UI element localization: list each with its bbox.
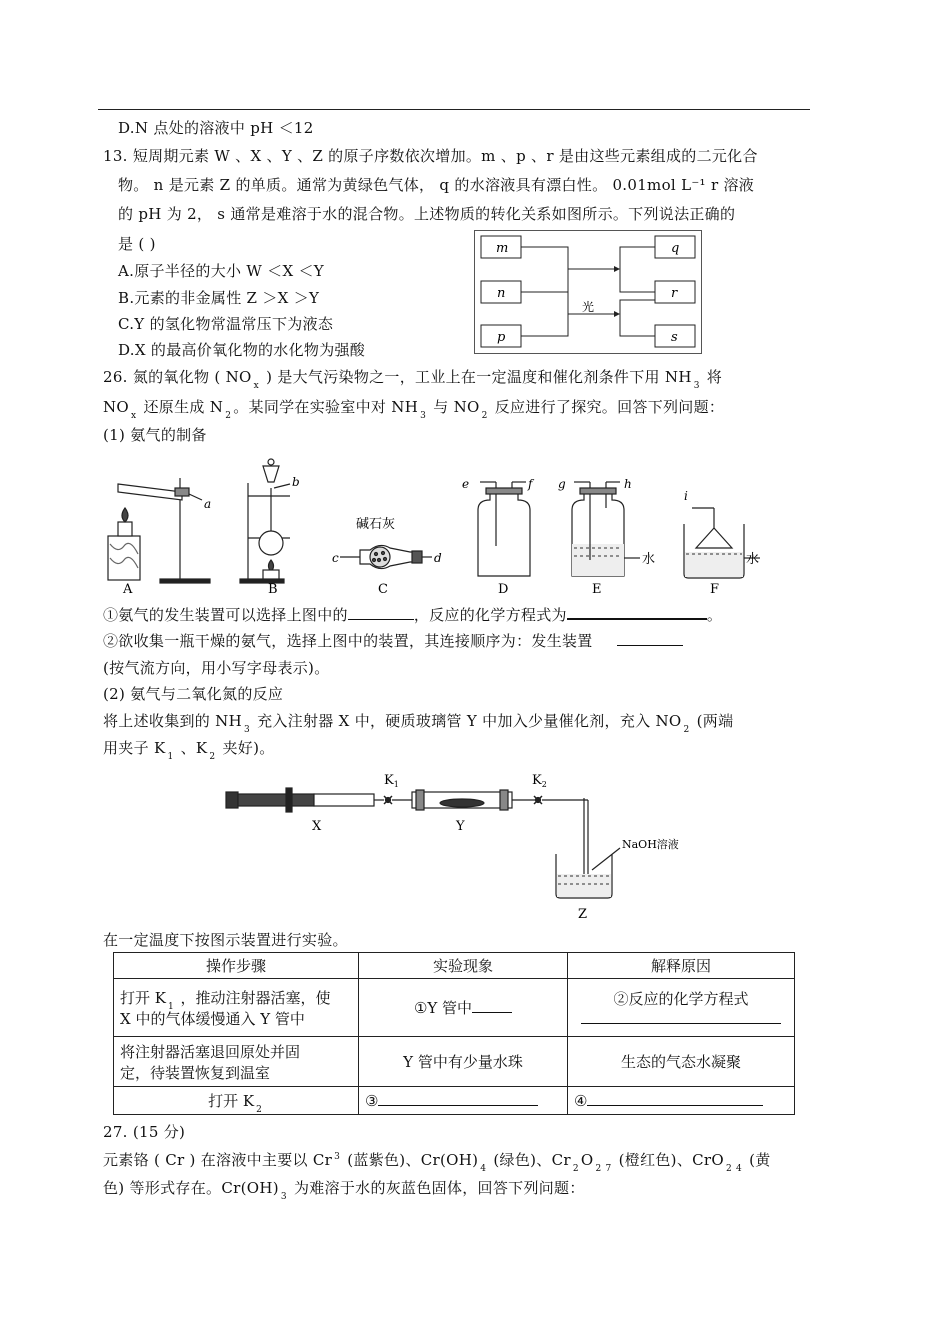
port-g: g <box>558 477 566 491</box>
label-c: C <box>378 582 388 597</box>
label-n: n <box>497 286 506 301</box>
part2-title: (2) 氨气与二氧化氮的反应 <box>103 685 284 703</box>
row2-operation: 将注射器活塞退回原处并固 定，待装置恢复到温室 <box>114 1037 359 1087</box>
port-a: a <box>204 497 212 511</box>
header-operation: 操作步骤 <box>114 953 359 979</box>
q13-stem-line1: 13. 短周期元素 W 、X 、Y 、Z 的原子序数依次增加。m 、p 、r 是由这些元素组成的二元化合 <box>103 147 758 165</box>
header-phenomenon: 实验现象 <box>359 953 568 979</box>
apparatus-d <box>478 482 530 576</box>
label-e: E <box>592 582 602 597</box>
q13-stem-line2: 物。 n 是元素 Z 的单质。通常为黄绿色气体， q 的水溶液具有漂白性。 0.01mol L⁻¹ r 溶液 <box>118 176 755 194</box>
beaker-z-label: Z <box>578 907 588 922</box>
answer-blank-2[interactable] <box>581 1009 781 1024</box>
row3-phenomenon: ③ <box>359 1087 568 1115</box>
naoh-label: NaOH溶液 <box>622 838 679 851</box>
reaction-setup-figure <box>222 770 722 922</box>
q13-stem-line4: 是 ( ) <box>118 235 156 253</box>
port-h: h <box>624 477 632 491</box>
experiment-intro: 在一定温度下按图示装置进行实验。 <box>103 931 348 949</box>
syringe-x-label: X <box>312 819 322 834</box>
label-m: m <box>496 241 509 256</box>
label-r: r <box>671 286 678 301</box>
row1-phenomenon: ①Y 管中 <box>359 979 568 1037</box>
part2-line1: 将上述收集到的 NH $_3$ 充入注射器 X 中，硬质玻璃管 Y 中加入少量催化剂，充入 NO $_2$ (两端 <box>103 712 734 735</box>
k2-label: $K_2$ <box>532 773 547 789</box>
q27-line2: 色) 等形式存在。Cr(OH) $_3$ 为难溶于水的灰蓝色固体，回答下列问题： <box>103 1179 585 1202</box>
part1-title: (1) 氨气的制备 <box>103 426 207 444</box>
port-b: b <box>292 475 300 489</box>
part2-line2: 用夹子 K $_1$ 、K $_2$ 夹好)。 <box>103 739 275 762</box>
label-f: F <box>710 582 720 597</box>
apparatus-e <box>572 482 640 576</box>
tube-y-label: Y <box>456 819 465 834</box>
answer-blank-device[interactable] <box>348 605 414 620</box>
answer-blank-order[interactable] <box>617 631 683 646</box>
port-c: c <box>332 551 339 565</box>
k1-label: $K_1$ <box>384 773 399 789</box>
header-rule <box>98 109 810 110</box>
water-label-e: 水 <box>642 552 656 567</box>
q12-option-d: D.N 点处的溶液中 pH ＜12 <box>118 119 314 137</box>
port-d: d <box>434 551 442 565</box>
q13-option-a: A.原子半径的大小 W ＜X ＜Y <box>118 262 325 280</box>
apparatus-b <box>240 459 290 583</box>
q27-title: 27. (15 分) <box>103 1123 186 1141</box>
row3-operation: 打开 K $_2$ <box>114 1087 359 1115</box>
label-b: B <box>268 582 278 597</box>
port-i: i <box>684 489 688 503</box>
q26-part1-q2: ②欲收集一瓶干燥的氨气，选择上图中的装置，其连接顺序为：发生装置 <box>103 630 683 651</box>
soda-lime-label: 碱石灰 <box>356 517 396 532</box>
header-reason: 解释原因 <box>568 953 795 979</box>
apparatus-a <box>108 478 210 583</box>
answer-blank-4[interactable] <box>587 1091 763 1106</box>
q13-option-d: D.X 的最高价氧化物的水化物为强酸 <box>118 341 366 359</box>
q13-transformation-diagram <box>474 230 702 354</box>
label-q: q <box>671 241 680 256</box>
q26-part1-q2-note: (按气流方向，用小写字母表示)。 <box>103 659 330 677</box>
q26-stem-line2: NO $_x$ 还原生成 N $_2$ 。某同学在实验室中对 NH $_3$ 与 NO $_2$ 反应进行了探究。回答下列问题： <box>103 398 725 421</box>
row2-reason: 生态的气态水凝聚 <box>568 1037 795 1087</box>
experiment-table <box>113 952 795 1115</box>
apparatus-c <box>340 545 432 568</box>
q13-option-c: C.Y 的氢化物常温常压下为液态 <box>118 315 334 333</box>
water-label-f: 水 <box>746 552 760 567</box>
q13-option-b: B.元素的非金属性 Z ＞X ＞Y <box>118 289 320 307</box>
light-label: 光 <box>582 300 595 314</box>
label-a: A <box>123 582 133 597</box>
apparatus-f <box>684 508 760 578</box>
port-f: f <box>528 477 533 491</box>
q26-part1-q1: ①氨气的发生装置可以选择上图中的 ，反应的化学方程式为 。 <box>103 606 723 624</box>
row3-reason: ④ <box>568 1087 795 1115</box>
q26-stem-line1: 26. 氮的氧化物 ( NO $_x$ ) 是大气污染物之一，工业上在一定温度和催化剂条件下用 NH $_3$ 将 <box>103 368 723 391</box>
row2-phenomenon: Y 管中有少量水珠 <box>359 1037 568 1087</box>
q13-stem-line3: 的 pH 为 2， s 通常是难溶于水的混合物。上述物质的转化关系如图所示。下列说法正确的 <box>118 205 736 223</box>
row1-reason: ②反应的化学方程式 <box>568 979 795 1037</box>
answer-blank-1[interactable] <box>472 998 512 1013</box>
label-p: p <box>497 330 506 345</box>
q27-line1: 元素铬 ( Cr ) 在溶液中主要以 Cr $^3$ (蓝紫色)、Cr(OH) $_4$ (绿色)、Cr $_2$ O $_2$ $_7$ (橙红色)、CrO $_2$ $_4$ (黄 <box>103 1151 771 1174</box>
label-d: D <box>498 582 509 597</box>
answer-blank-3[interactable] <box>378 1091 538 1106</box>
apparatus-figure <box>100 448 780 598</box>
row1-operation: 打开 K $_1$ ，推动注射器活塞，使 X 中的气体缓慢通入 Y 管中 <box>114 979 359 1037</box>
port-e: e <box>462 477 470 491</box>
label-s: s <box>671 330 678 345</box>
answer-blank-equation[interactable] <box>567 604 707 620</box>
